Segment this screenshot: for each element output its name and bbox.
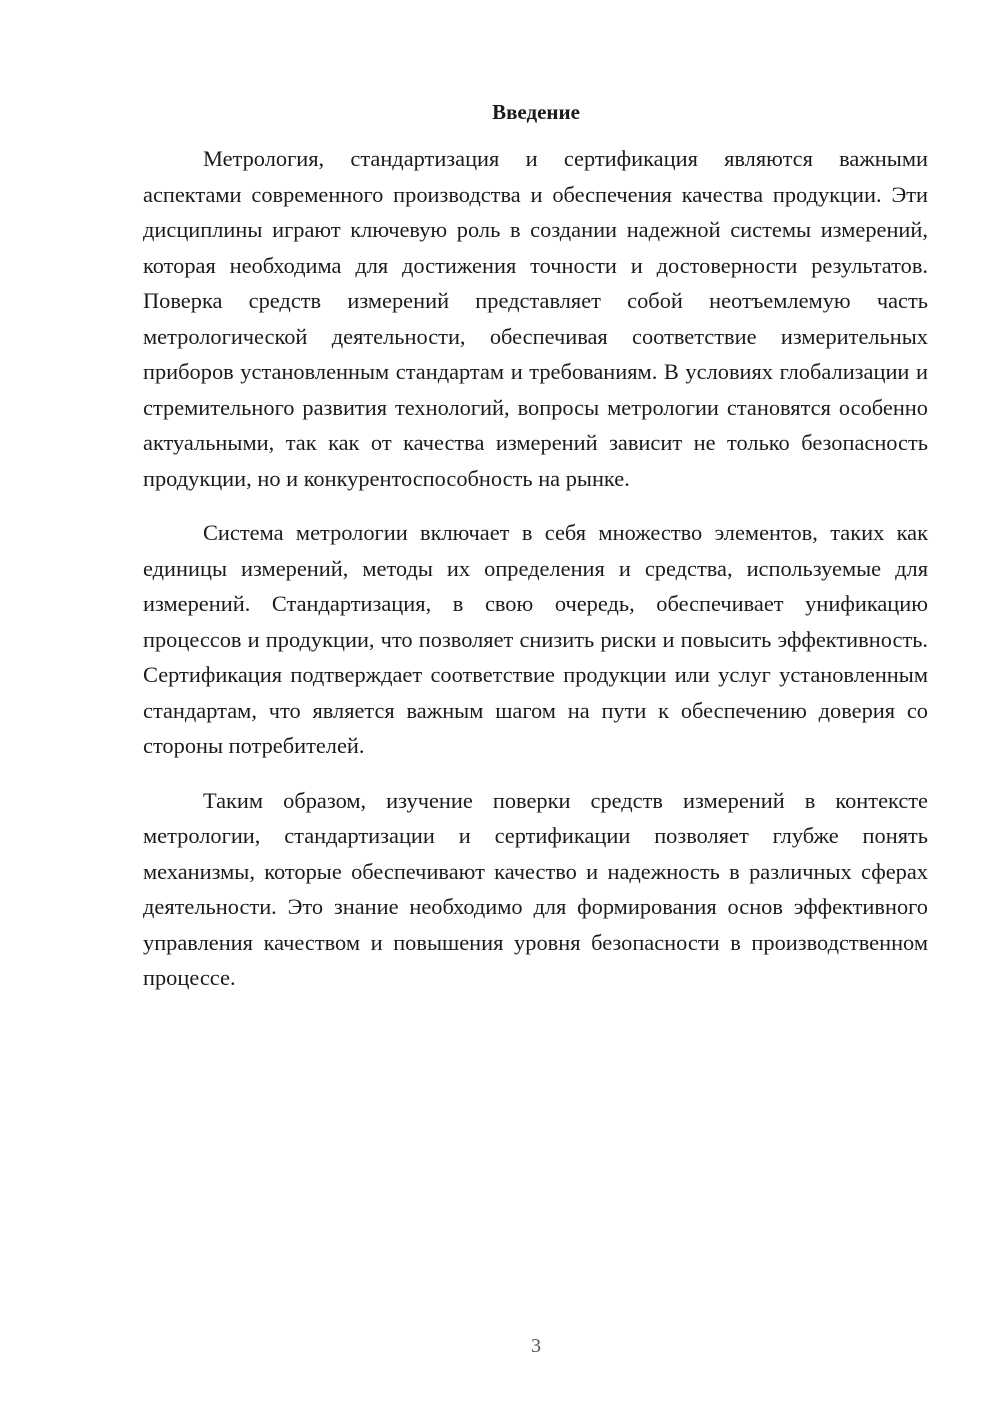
section-title: Введение — [492, 100, 580, 124]
page-number: 3 — [531, 1335, 541, 1357]
paragraph-3: Таким образом, изучение поверки средств измерений в контексте метрологии, стандартизации и сертификации позволяет глубже понять механизмы, которые обеспечивают качество и надежность в различных сферах деятельности. Это знание необходимо для формирования основ эффективного управления качеством и повышения уровня безопасности в производственном процессе. — [143, 787, 928, 990]
body-text — [143, 141, 928, 1015]
paragraph-2: Система метрологии включает в себя множество элементов, таких как единицы измерений, методы их определения и средства, используемые для измерений. Стандартизация, в свою очередь, обеспечивает унификацию процессов и продукции, что позволяет снизить риски и повысить эффективность. Сертификация подтверждает соответствие продукции или услуг установленным стандартам, что является важным шагом на пути к обеспечению доверия со стороны потребителей. — [143, 520, 928, 758]
paragraph-1: Метрология, стандартизация и сертификация являются важными аспектами современного производства и обеспечения качества продукции. Эти дисциплины играют ключевую роль в создании надежной системы измерений, которая необходима для достижения точности и достоверности результатов. Поверка средств измерений представляет собой неотъемлемую часть метрологической деятельности, обеспечивая соответствие измерительных приборов установленным стандартам и требованиям. В условиях глобализации и стремительного развития технологий, вопросы метрологии становятся особенно актуальными, так как от качества измерений зависит не только безопасность продукции, но и конкурентоспособность на рынке. — [143, 146, 928, 491]
